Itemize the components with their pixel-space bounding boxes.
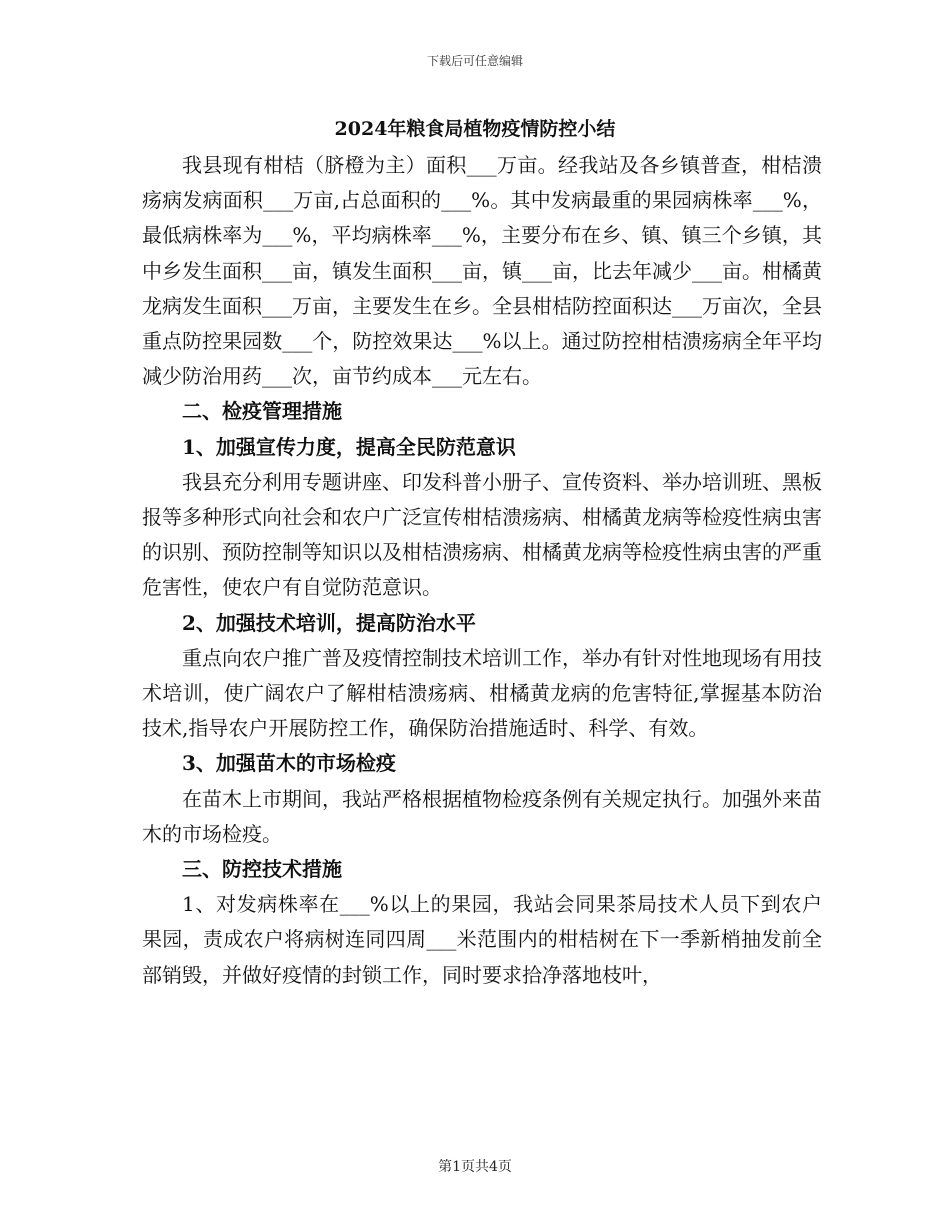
subheading-publicity: 1、加强宣传力度，提高全民防范意识 <box>182 434 516 459</box>
subheading-seedling-inspection: 3、加强苗木的市场检疫 <box>182 751 396 776</box>
paragraph-overview: 我县现有柑桔（脐橙为主）面积___万亩。经我站及各乡镇普查，柑桔溃疡病发病面积___万亩,占总面积的___%。其中发病最重的果园病株率___%，最低病株率为___%，平均病株率___%，主要分布在乡、镇、镇三个乡镇，其中乡发生面积___亩，镇发生面积___亩，镇___亩，比去年减少___亩。柑橘黄龙病发生面积___万亩，主要发生在乡。全县柑桔防控面积达___万亩次，全县重点防控果园数___个，防控效果达___%以上。通过防控柑桔溃疡病全年平均减少防治用药___次，亩节约成本___元左右。 <box>142 153 822 389</box>
subheading-training: 2、加强技术培训，提高防治水平 <box>182 610 476 635</box>
paragraph-training: 重点向农户推广普及疫情控制技术培训工作，举办有针对性地现场有用技术培训，使广阔农户了解柑桔溃疡病、柑橘黄龙病的危害特征,掌握基本防治技术,指导农户开展防控工作，确保防治措施适时、科学、有效。 <box>142 645 822 741</box>
document-body <box>142 148 822 993</box>
page-footer: 第1页共4页 <box>438 1159 512 1175</box>
header-note: 下载后可任意编辑 <box>426 54 523 68</box>
section-heading-control: 三、防控技术措施 <box>182 857 342 882</box>
paragraph-control-1: 1、对发病株率在___%以上的果园，我站会同果茶局技术人员下到农户果园，责成农户将病树连同四周___米范围内的柑桔树在下一季新梢抽发前全部销毁，并做好疫情的封锁工作，同时要求拾净落地枝叶， <box>142 892 822 987</box>
paragraph-seedling-inspection: 在苗木上市期间，我站严格根据植物检疫条例有关规定执行。加强外来苗木的市场检疫。 <box>142 786 822 846</box>
document-title: 2024年粮食局植物疫情防控小结 <box>334 118 616 140</box>
paragraph-publicity: 我县充分利用专题讲座、印发科普小册子、宣传资料、举办培训班、黑板报等多种形式向社会和农户广泛宣传柑桔溃疡病、柑橘黄龙病等检疫性病虫害的识别、预防控制等知识以及柑桔溃疡病、柑橘黄龙病等检疫性病虫害的严重危害性，使农户有自觉防范意识。 <box>142 469 822 600</box>
section-heading-quarantine: 二、检疫管理措施 <box>182 399 342 424</box>
